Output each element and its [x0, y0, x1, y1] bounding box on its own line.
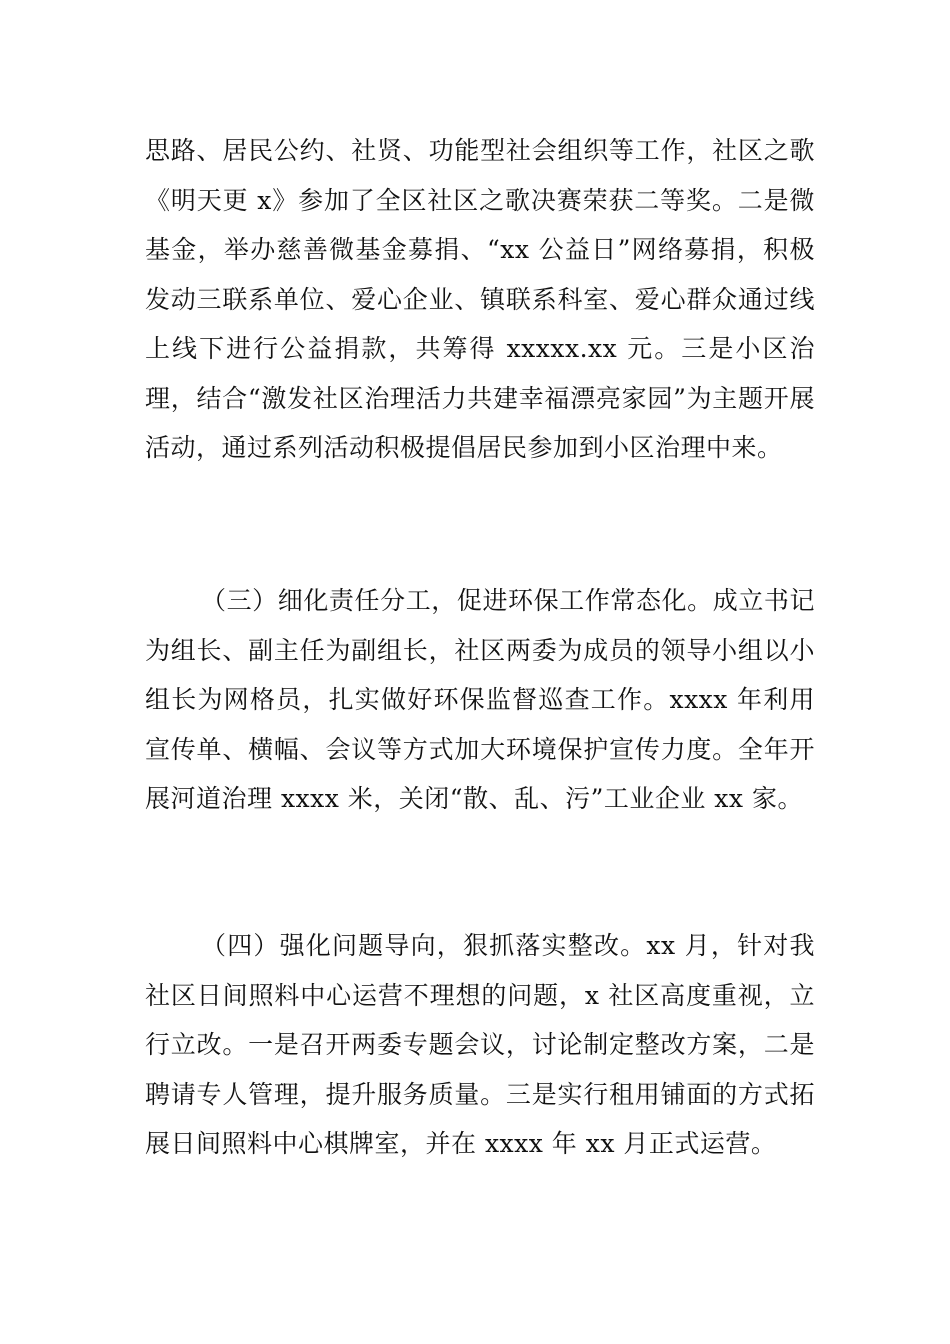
paragraph-rectification-work: （四）强化问题导向，狠抓落实整改。xx 月，针对我社区日间照料中心运营不理想的问题，x 社区高度重视，立行立改。一是召开两委专题会议，讨论制定整改方案，二是聘请专人管理，提升服务质量。三是实行租用铺面的方式拓展日间照料中心棋牌室，并在 xxxx 年 xx 月正式运营。	[145, 931, 815, 1158]
paragraph-environmental-work: （三）细化责任分工，促进环保工作常态化。成立书记为组长、副主任为副组长，社区两委为成员的领导小组以小组长为网格员，扎实做好环保监督巡查工作。xxxx 年利用宣传单、横幅、会议等方式加大环境保护宣传力度。全年开展河道治理 xxxx 米，关闭“散、乱、污”工业企业 xx 家。	[145, 586, 815, 813]
paragraph-community-work: 思路、居民公约、社贤、功能型社会组织等工作，社区之歌《明天更 x》参加了全区社区之歌决赛荣获二等奖。二是微基金，举办慈善微基金募捐、“xx 公益日”网络募捐，积极发动三联系单位、爱心企业、镇联系科室、爱心群众通过线上线下进行公益捐款，共筹得 xxxxx.xx 元。三是小区治理，结合“激发社区治理活力共建幸福漂亮家园”为主题开展活动，通过系列活动积极提倡居民参加到小区治理中来。	[145, 136, 815, 462]
